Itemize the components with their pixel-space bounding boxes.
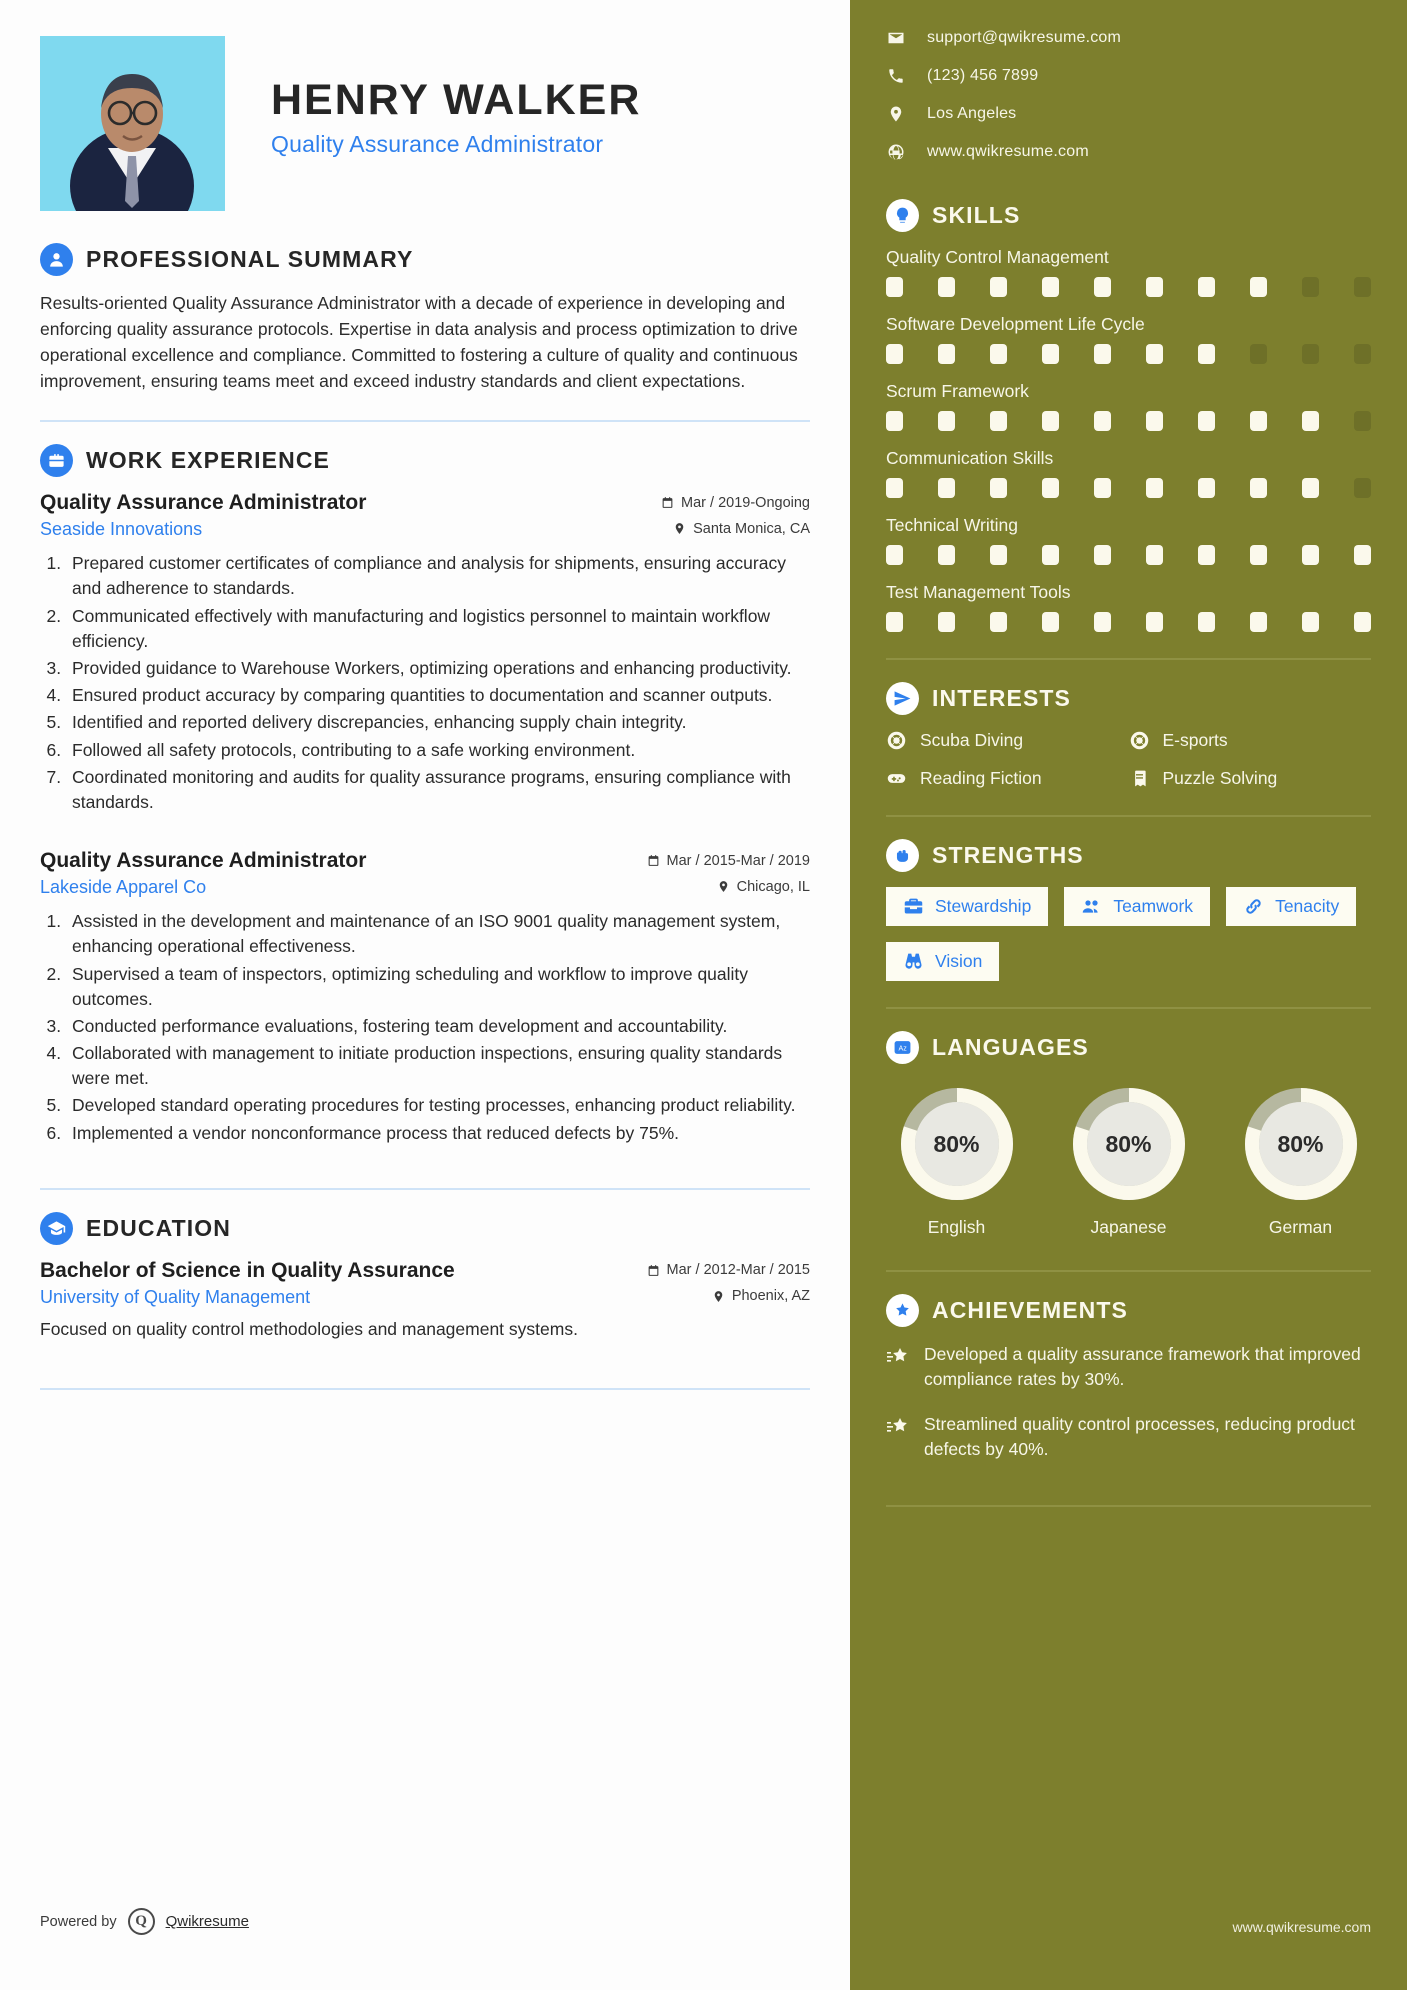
job-title: Quality Assurance Administrator [40, 849, 367, 873]
skill-rating-unit [1042, 344, 1059, 364]
divider [40, 1388, 810, 1390]
map-pin-icon [717, 880, 730, 893]
skill-rating [886, 344, 1371, 364]
skill-rating-unit [1302, 411, 1319, 431]
globe-icon [886, 142, 905, 161]
strength-item: Vision [886, 942, 999, 981]
school-name: University of Quality Management [40, 1286, 311, 1307]
language-item [894, 1085, 1019, 1238]
interest-item: E-sports [1129, 730, 1372, 751]
list-item: 6. Implemented a vendor nonconformance process that reduced defects by 75%. [66, 1121, 810, 1146]
skill-rating-unit [938, 545, 955, 565]
language-progress-ring [1070, 1085, 1188, 1203]
skill-rating-unit [1146, 478, 1163, 498]
skill-rating-unit [1094, 344, 1111, 364]
paper-plane-icon [886, 682, 919, 715]
skill-rating-unit [1094, 612, 1111, 632]
contact-email[interactable]: support@qwikresume.com [886, 28, 1371, 47]
user-circle-icon [40, 243, 73, 276]
degree-title: Bachelor of Science in Quality Assurance [40, 1258, 455, 1282]
skill-rating-unit [1250, 411, 1267, 431]
skill-rating-unit [1250, 344, 1267, 364]
achievement-item: Developed a quality assurance framework that improved compliance rates by 30%. [886, 1342, 1371, 1392]
section-work-experience [40, 444, 810, 1146]
skill-rating [886, 478, 1371, 498]
interest-item: Reading Fiction [886, 768, 1129, 789]
section-header [886, 1031, 1371, 1064]
skill-rating-unit [1198, 545, 1215, 565]
divider [886, 1270, 1371, 1272]
skill-rating-unit [938, 277, 955, 297]
skill-rating-unit [1354, 612, 1371, 632]
language-item [1066, 1085, 1191, 1238]
skill-rating-unit [1198, 478, 1215, 498]
list-item: 1. Prepared customer certificates of compliance and analysis for shipments, ensuring accuracy and adherence to standards. [66, 551, 810, 601]
skill-rating-unit [1146, 612, 1163, 632]
language-percent: 80% [933, 1130, 980, 1157]
language-progress-ring [1242, 1085, 1360, 1203]
section-education [40, 1212, 810, 1342]
gamepad-icon [886, 768, 907, 789]
footer [40, 1908, 249, 1935]
skill-rating-unit [1042, 478, 1059, 498]
section-header [886, 1294, 1371, 1327]
skill-rating [886, 277, 1371, 297]
skill-rating-unit [1302, 545, 1319, 565]
skill-rating-unit [990, 545, 1007, 565]
skill-name: Quality Control Management [886, 247, 1109, 267]
skill-rating-unit [1198, 411, 1215, 431]
list-item: 2. Communicated effectively with manufacturing and logistics personnel to maintain workflow efficiency. [66, 604, 810, 654]
skill-item [886, 314, 1371, 364]
skill-rating-unit [1042, 545, 1059, 565]
language-percent: 80% [1105, 1130, 1152, 1157]
calendar-icon [647, 1264, 660, 1277]
list-item: 2. Supervised a team of inspectors, optimizing scheduling and workflow to improve quality outcomes. [66, 962, 810, 1012]
job-bullets [66, 909, 810, 1146]
list-item: 4. Collaborated with management to initiate production inspections, ensuring quality standards were met. [66, 1041, 810, 1091]
skill-rating-unit [886, 612, 903, 632]
skill-rating-unit [1094, 277, 1111, 297]
skill-name: Scrum Framework [886, 381, 1029, 401]
section-title: ACHIEVEMENTS [932, 1297, 1128, 1323]
binoculars-icon [903, 951, 924, 972]
toolbox-icon [903, 896, 924, 917]
list-item: 3. Conducted performance evaluations, fostering team development and accountability. [66, 1014, 810, 1039]
section-skills [886, 199, 1371, 632]
interest-item: Scuba Diving [886, 730, 1129, 751]
skill-rating-unit [886, 411, 903, 431]
skill-rating-unit [886, 277, 903, 297]
skill-rating-unit [990, 344, 1007, 364]
work-item [40, 491, 810, 815]
work-item [40, 849, 810, 1146]
contact-location: Los Angeles [886, 104, 1371, 123]
skill-rating-unit [1094, 478, 1111, 498]
skill-rating-unit [1198, 277, 1215, 297]
job-dates: Mar / 2019-Ongoing [661, 495, 810, 511]
qwikresume-link[interactable]: Qwikresume [165, 1913, 249, 1930]
section-achievements [886, 1294, 1371, 1461]
job-bullets [66, 551, 810, 815]
language-name: Japanese [1090, 1217, 1167, 1237]
name-block [271, 36, 641, 158]
job-role-subtitle: Quality Assurance Administrator [271, 131, 604, 158]
calendar-icon [661, 496, 674, 509]
shooting-star-icon [886, 1345, 910, 1369]
contact-phone[interactable]: (123) 456 7899 [886, 66, 1371, 85]
skill-rating-unit [938, 612, 955, 632]
skill-rating-unit [886, 545, 903, 565]
education-location: Phoenix, AZ [712, 1288, 810, 1304]
skill-rating-unit [990, 277, 1007, 297]
skill-rating-unit [1094, 411, 1111, 431]
skill-item [886, 381, 1371, 431]
skill-rating-unit [990, 478, 1007, 498]
briefcase-icon [40, 444, 73, 477]
achievement-item: Streamlined quality control processes, reducing product defects by 40%. [886, 1412, 1371, 1462]
link-icon [1243, 896, 1264, 917]
section-strengths [886, 839, 1371, 981]
translate-icon [886, 1031, 919, 1064]
section-header [40, 444, 810, 477]
skill-rating-unit [1094, 545, 1111, 565]
list-item: 4. Ensured product accuracy by comparing quantities to documentation and scanner outputs. [66, 683, 810, 708]
skill-item [886, 515, 1371, 565]
language-progress-ring [898, 1085, 1016, 1203]
interests-grid [886, 730, 1371, 789]
section-title: WORK EXPERIENCE [86, 447, 330, 474]
section-interests [886, 682, 1371, 789]
skill-rating-unit [1302, 612, 1319, 632]
job-dates: Mar / 2015-Mar / 2019 [647, 853, 810, 869]
language-percent: 80% [1277, 1130, 1324, 1157]
skill-rating-unit [1042, 411, 1059, 431]
skill-rating-unit [1354, 478, 1371, 498]
skill-rating-unit [1146, 411, 1163, 431]
job-title: Quality Assurance Administrator [40, 491, 367, 515]
job-company: Lakeside Apparel Co [40, 877, 207, 898]
skill-rating-unit [1354, 277, 1371, 297]
skill-rating-unit [1302, 478, 1319, 498]
skill-rating-unit [1198, 344, 1215, 364]
right-sidebar [850, 0, 1407, 1990]
qwikresume-logo-icon: Q [128, 1908, 155, 1935]
skill-rating-unit [1146, 545, 1163, 565]
skill-rating-unit [886, 478, 903, 498]
lifebuoy-icon [886, 730, 907, 751]
skill-rating-unit [1302, 277, 1319, 297]
lightbulb-icon [886, 199, 919, 232]
skill-item [886, 448, 1371, 498]
language-name: German [1268, 1217, 1333, 1237]
location-pin-icon [886, 104, 905, 123]
section-header [40, 1212, 810, 1245]
contact-list [886, 28, 1371, 161]
skill-rating-unit [1302, 344, 1319, 364]
skills-list [886, 247, 1371, 632]
skill-name: Test Management Tools [886, 582, 1071, 602]
summary-text: Results-oriented Quality Assurance Administrator with a decade of experience in developing and enforcing quality assurance protocols. Expertise in data analysis and process optimization to drive operational excellence and compliance. Committed to fostering a culture of quality and continuous improvement, ensuring teams meet and exceed industry standards and client expectations. [40, 293, 798, 392]
skill-rating-unit [1042, 612, 1059, 632]
section-header [886, 682, 1371, 715]
education-description: Focused on quality control methodologies and management systems. [40, 1318, 578, 1339]
languages-list [886, 1079, 1371, 1238]
list-item: 6. Followed all safety protocols, contributing to a safe working environment. [66, 738, 810, 763]
people-icon [1081, 896, 1102, 917]
strength-item: Teamwork [1064, 887, 1210, 926]
skill-rating [886, 411, 1371, 431]
language-item [1238, 1085, 1363, 1238]
section-title: PROFESSIONAL SUMMARY [86, 246, 414, 272]
shooting-star-icon [886, 1415, 910, 1439]
phone-icon [886, 66, 905, 85]
section-header [40, 243, 810, 276]
skill-name: Communication Skills [886, 448, 1054, 468]
skill-rating-unit [938, 411, 955, 431]
section-header [886, 839, 1371, 872]
fist-icon [886, 839, 919, 872]
skill-rating [886, 612, 1371, 632]
skill-rating [886, 545, 1371, 565]
divider [886, 815, 1371, 817]
section-header [886, 199, 1371, 232]
sidebar-footer-url: www.qwikresume.com [1232, 1919, 1371, 1935]
language-name: English [927, 1217, 986, 1237]
list-item: 1. Assisted in the development and maintenance of an ISO 9001 quality management system, enhancing operational effectiveness. [66, 909, 810, 959]
skill-rating-unit [990, 612, 1007, 632]
book-icon [1129, 768, 1150, 789]
education-item [40, 1259, 810, 1342]
list-item: 7. Coordinated monitoring and audits for quality assurance programs, ensuring compliance with standards. [66, 765, 810, 815]
map-pin-icon [673, 522, 686, 535]
divider [40, 420, 810, 422]
header [40, 36, 810, 237]
skill-rating-unit [1146, 277, 1163, 297]
avatar [40, 36, 225, 211]
strength-item: Stewardship [886, 887, 1048, 926]
page-title: HENRY WALKER [271, 76, 642, 124]
skill-name: Software Development Life Cycle [886, 314, 1145, 334]
calendar-icon [647, 854, 660, 867]
skill-rating-unit [1354, 411, 1371, 431]
job-location: Chicago, IL [717, 879, 810, 895]
skill-rating-unit [886, 344, 903, 364]
skill-rating-unit [1250, 545, 1267, 565]
powered-by-label: Powered by [40, 1913, 117, 1930]
divider [886, 1505, 1371, 1507]
star-badge-icon [886, 1294, 919, 1327]
section-languages [886, 1031, 1371, 1238]
divider [886, 1007, 1371, 1009]
strength-item: Tenacity [1226, 887, 1356, 926]
lifebuoy-icon [1129, 730, 1150, 751]
skill-rating-unit [1354, 344, 1371, 364]
skill-rating-unit [1354, 545, 1371, 565]
skill-rating-unit [1250, 478, 1267, 498]
list-item: 5. Identified and reported delivery discrepancies, enhancing supply chain integrity. [66, 710, 810, 735]
list-item: 5. Developed standard operating procedures for testing processes, enhancing product reliability. [66, 1093, 810, 1118]
section-title: EDUCATION [86, 1214, 231, 1241]
divider [40, 1188, 810, 1190]
job-company: Seaside Innovations [40, 519, 203, 540]
skill-rating-unit [1042, 277, 1059, 297]
section-title: INTERESTS [932, 685, 1071, 711]
job-location: Santa Monica, CA [673, 521, 810, 537]
skill-rating-unit [1146, 344, 1163, 364]
skill-item [886, 582, 1371, 632]
section-title: SKILLS [932, 202, 1021, 228]
section-professional-summary [40, 243, 810, 394]
education-dates: Mar / 2012-Mar / 2015 [647, 1262, 810, 1278]
skill-rating-unit [1198, 612, 1215, 632]
strengths-list [886, 887, 1371, 981]
divider [886, 658, 1371, 660]
graduation-cap-icon [40, 1212, 73, 1245]
skill-rating-unit [938, 344, 955, 364]
skill-rating-unit [1250, 612, 1267, 632]
interest-item: Puzzle Solving [1129, 768, 1372, 789]
svg-text:A: A [898, 1044, 904, 1053]
section-title: LANGUAGES [932, 1034, 1089, 1060]
contact-website[interactable]: www.qwikresume.com [886, 142, 1371, 161]
skill-rating-unit [938, 478, 955, 498]
skill-name: Technical Writing [886, 515, 1018, 535]
map-pin-icon [712, 1290, 725, 1303]
svg-text:z: z [903, 1044, 907, 1053]
mail-icon [886, 28, 905, 47]
skill-rating-unit [990, 411, 1007, 431]
section-title: STRENGTHS [932, 842, 1084, 868]
skill-rating-unit [1250, 277, 1267, 297]
list-item: 3. Provided guidance to Warehouse Workers, optimizing operations and enhancing productivity. [66, 656, 810, 681]
skill-item [886, 247, 1371, 297]
